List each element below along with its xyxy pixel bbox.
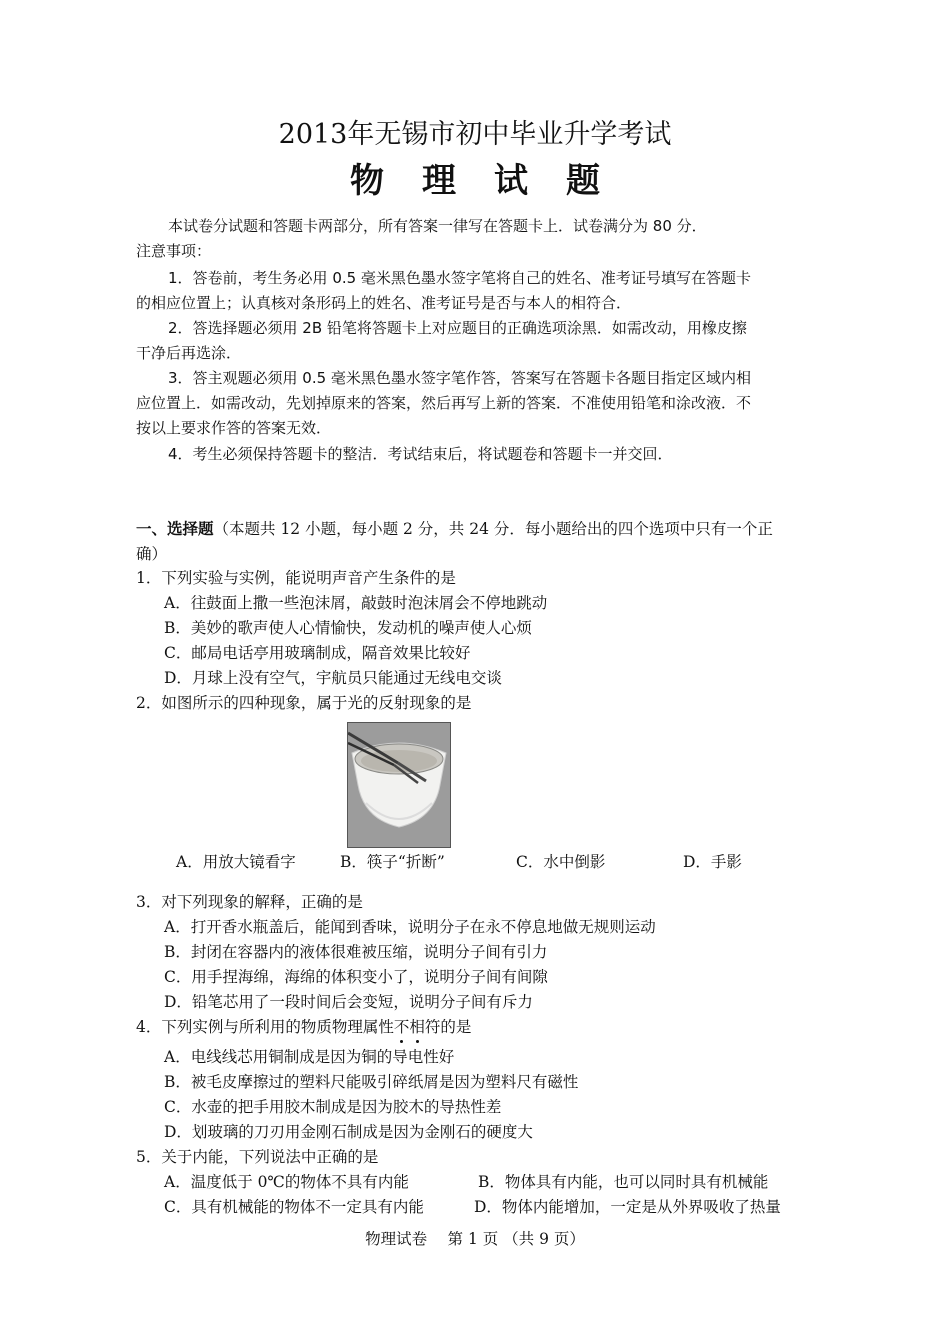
- subject-title: 物理试题: [350, 161, 638, 201]
- note-3-line1: 3．答主观题必须用 0.5 毫米黑色墨水签字笔作答，答案写在答题卡各题目指定区域内相: [168, 369, 751, 387]
- q1-option-d: D．月球上没有空气，宇航员只能通过无线电交谈: [164, 669, 502, 687]
- q2-option-b: B．筷子“折断”: [340, 853, 445, 871]
- q4-stem-post: 符的是: [424, 1018, 472, 1036]
- bowl-photo-icon: [348, 723, 450, 847]
- note-3-line2: 应位置上．如需改动，先划掉原来的答案，然后再写上新的答案．不准使用铅笔和涂改液．不: [136, 394, 752, 412]
- note-2-line2: 干净后再选涂．: [136, 344, 242, 362]
- q4-option-c: C．水壶的把手用胶木制成是因为胶木的导热性差: [164, 1098, 502, 1116]
- q3-option-d: D．铅笔芯用了一段时间后会变短，说明分子间有斥力: [164, 993, 533, 1011]
- note-2-line1: 2．答选择题必须用 2B 铅笔将答题卡上对应题目的正确选项涂黑．如需改动，用橡皮擦: [168, 319, 747, 337]
- q3-option-c: C．用手捏海绵，海绵的体积变小了，说明分子间有间隙: [164, 968, 548, 986]
- q2-option-d: D．手影: [683, 853, 742, 871]
- q2-stem: 2．如图所示的四种现象，属于光的反射现象的是: [136, 694, 472, 712]
- q4-option-a: A．电线线芯用铜制成是因为铜的导电性好: [164, 1048, 455, 1066]
- note-1-line2: 的相应位置上；认真核对条形码上的姓名、准考证号是否与本人的相符合．: [136, 294, 632, 312]
- notes-heading: 注意事项：: [136, 242, 212, 260]
- page-footer: 物理试卷 第 1 页 （共 9 页）: [365, 1230, 585, 1248]
- intro-text: 本试卷分试题和答题卡两部分，所有答案一律写在答题卡上．试卷满分为 80 分．: [168, 217, 707, 235]
- q2-option-c: C．水中倒影: [516, 853, 606, 871]
- q5-option-c: C．具有机械能的物体不一定具有内能: [164, 1198, 424, 1216]
- q4-option-d: D．划玻璃的刀刃用金刚石制成是因为金刚石的硬度大: [164, 1123, 533, 1141]
- q4-stem-pre: 4．下列实例与所利用的物质物理属性: [136, 1018, 394, 1036]
- q3-option-b: B．封闭在容器内的液体很难被压缩，说明分子间有引力: [164, 943, 548, 961]
- q1-option-a: A．往鼓面上撒一些泡沫屑，敲鼓时泡沫屑会不停地跳动: [164, 594, 548, 612]
- section-1-desc-line2: 确）: [136, 545, 168, 563]
- q5-option-b: B．物体具有内能，也可以同时具有机械能: [478, 1173, 769, 1191]
- q4-emphasis-2: 相: [409, 1015, 425, 1037]
- q1-option-c: C．邮局电话亭用玻璃制成，隔音效果比较好: [164, 644, 471, 662]
- section-1-desc: （本题共 12 小题，每小题 2 分，共 24 分．每小题给出的四个选项中只有一个正: [213, 520, 773, 538]
- q2-option-a: A．用放大镜看字: [176, 853, 296, 871]
- q4-stem: [136, 1015, 471, 1037]
- q1-stem: 1．下列实验与实例，能说明声音产生条件的是: [136, 569, 456, 587]
- note-1-line1: 1．答卷前，考生务必用 0.5 毫米黑色墨水签字笔将自己的姓名、准考证号填写在答题卡: [168, 269, 751, 287]
- exam-title: 2013年无锡市初中毕业升学考试: [278, 119, 672, 150]
- q1-option-b: B．美妙的歌声使人心情愉快，发动机的噪声使人心烦: [164, 619, 532, 637]
- note-4: 4．考生必须保持答题卡的整洁．考试结束后，将试题卷和答题卡一并交回．: [168, 445, 673, 463]
- section-1-heading: [136, 517, 773, 539]
- q5-option-a: A．温度低于 0℃的物体不具有内能: [164, 1173, 409, 1191]
- q4-emphasis-1: 不: [394, 1015, 410, 1037]
- q5-stem: 5．关于内能，下列说法中正确的是: [136, 1148, 379, 1166]
- q4-option-b: B．被毛皮摩擦过的塑料尺能吸引碎纸屑是因为塑料尺有磁性: [164, 1073, 579, 1091]
- chopstick-bowl-image: [347, 722, 451, 848]
- note-3-line3: 按以上要求作答的答案无效．: [136, 419, 332, 437]
- q3-stem: 3．对下列现象的解释，正确的是: [136, 893, 363, 911]
- section-1-label: 一、选择题: [136, 520, 214, 538]
- q5-option-d: D．物体内能增加，一定是从外界吸收了热量: [474, 1198, 781, 1216]
- q3-option-a: A．打开香水瓶盖后，能闻到香味，说明分子在永不停息地做无规则运动: [164, 918, 656, 936]
